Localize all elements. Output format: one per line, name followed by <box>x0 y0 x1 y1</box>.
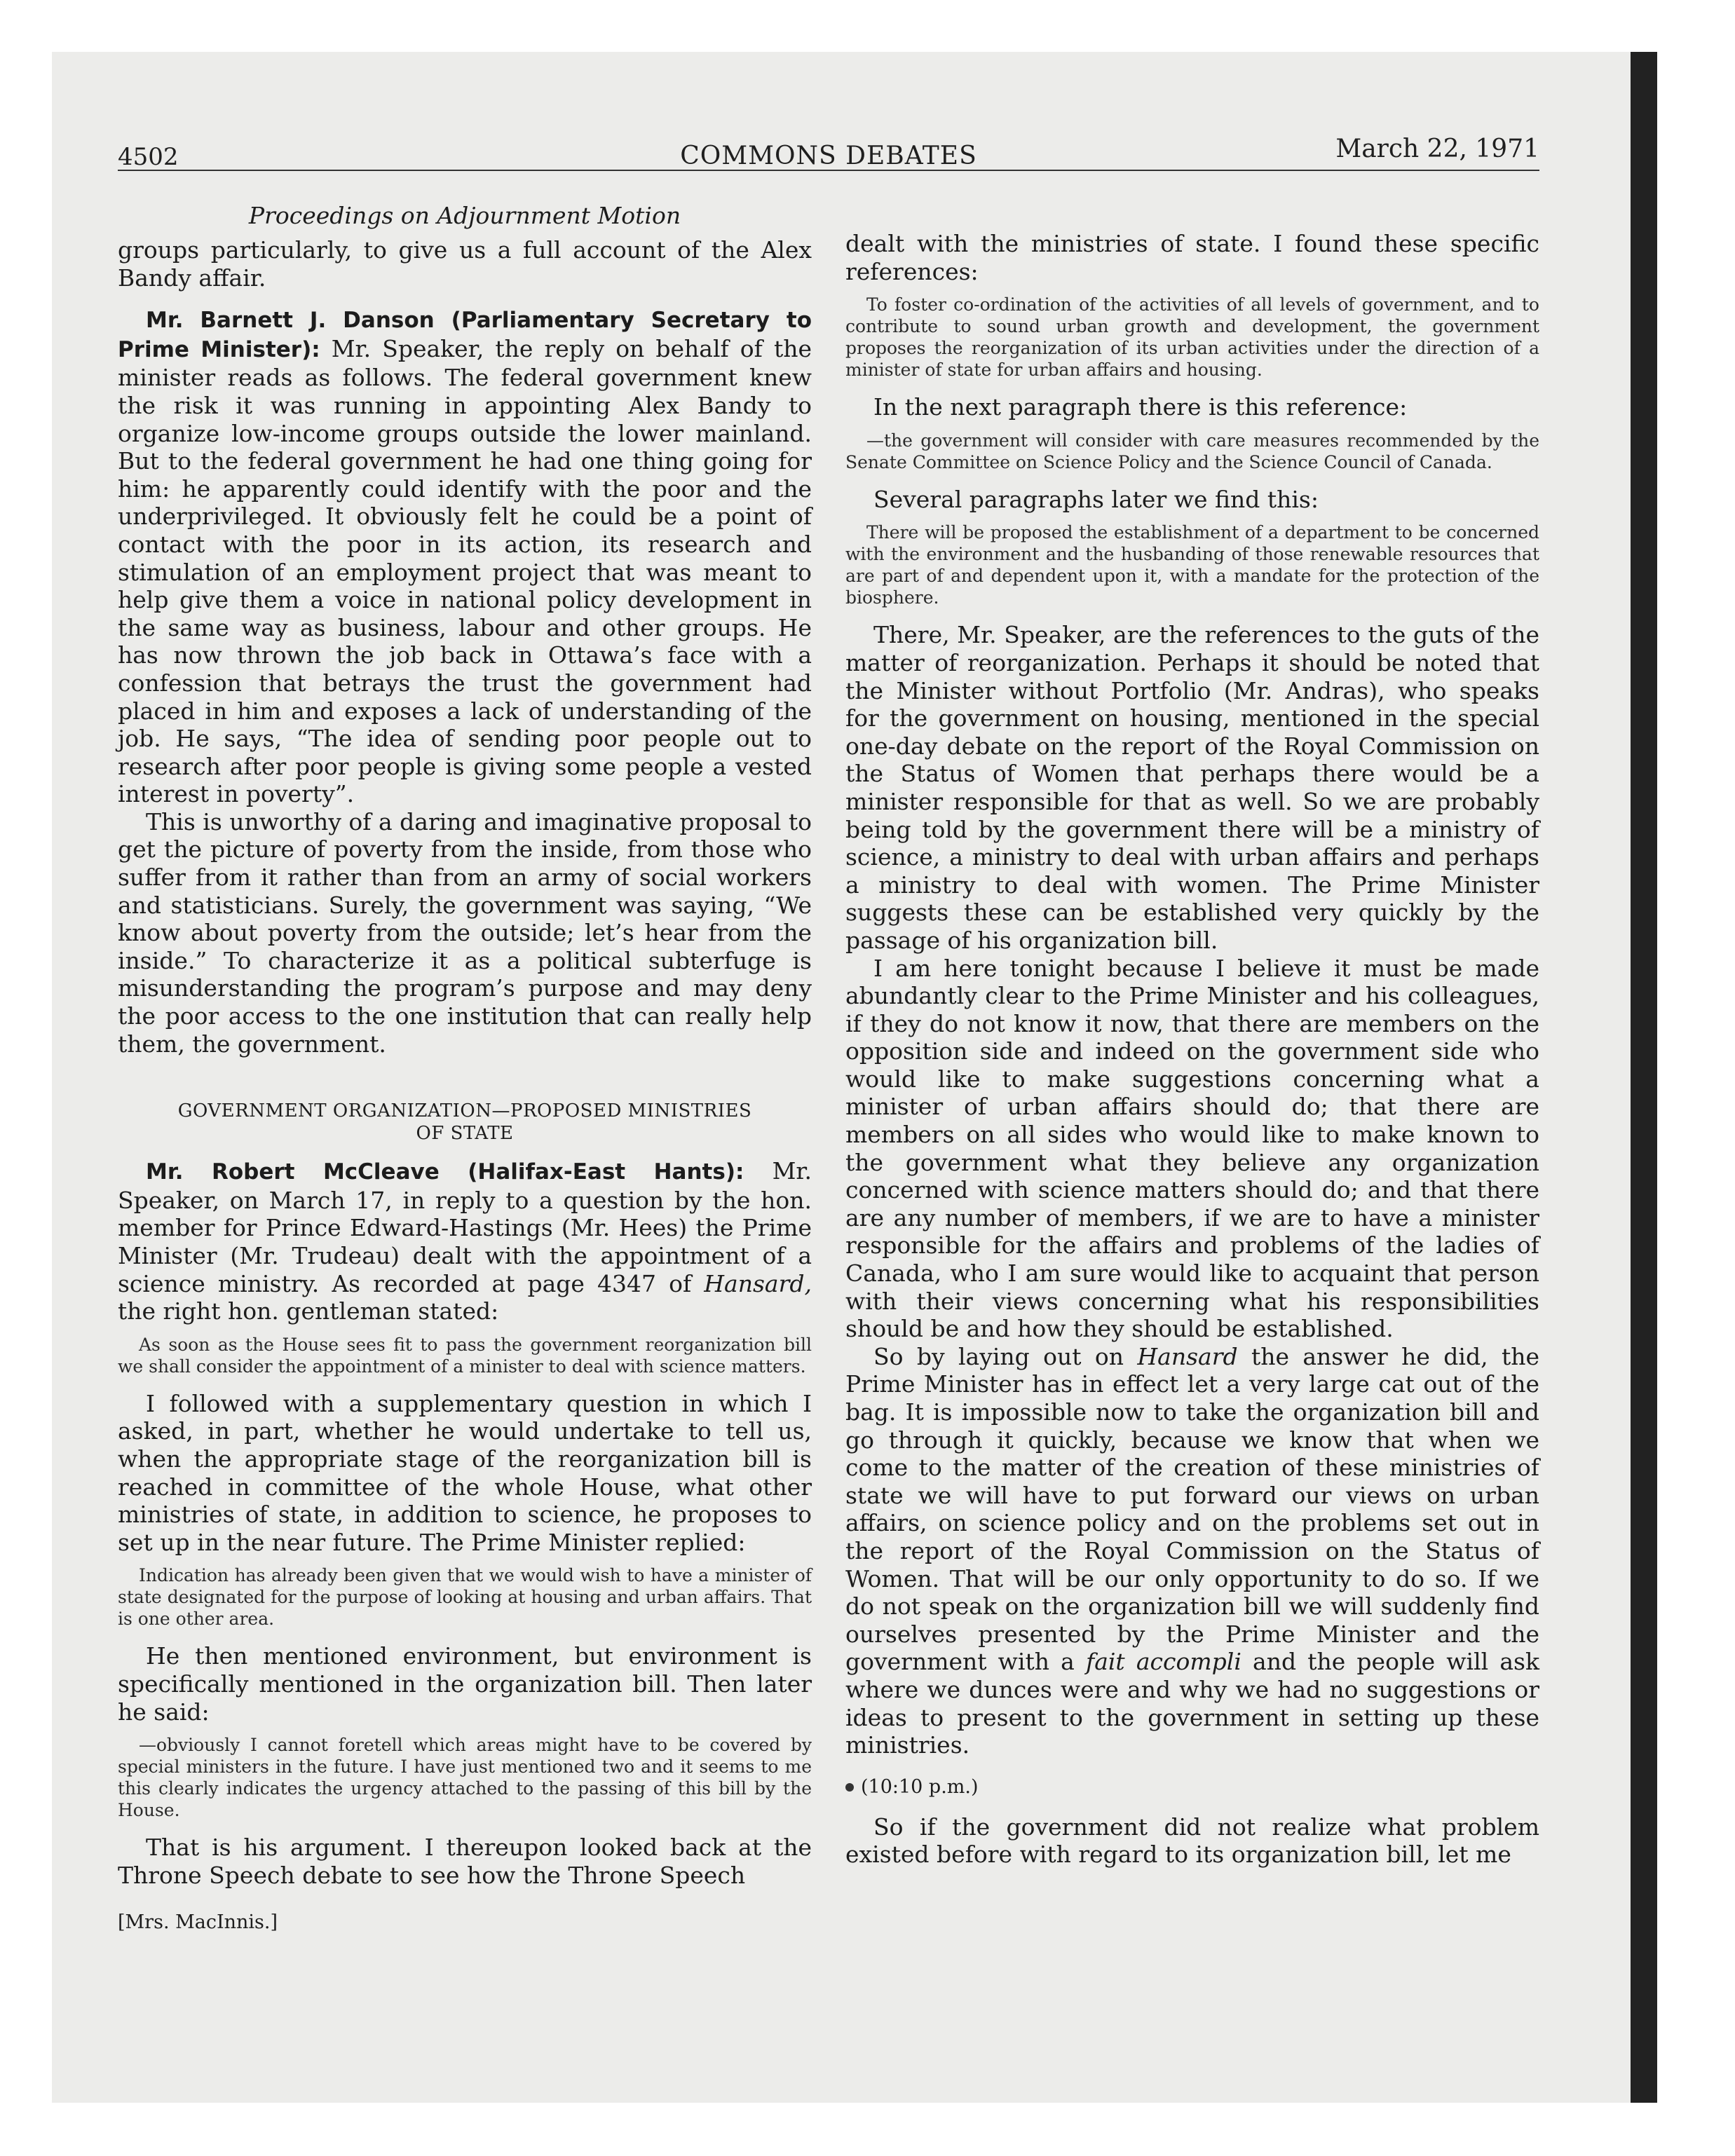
block-quote: As soon as the House sees fit to pass the government reorganization bill we shall consider the appointment of a minister to deal with science matters. <box>118 1334 812 1377</box>
paragraph: This is unworthy of a daring and imaginative proposal to get the picture of poverty from the inside, from those who suffer from it rather than from an army of social workers and statisticians. Surely, the government was saying, “We know about poverty from the outside; let’s hear from the inside.” To characterize it as a political subterfuge is misunderstanding the program’s purpose and may deny the poor access to the one institution that can really help them, the government. <box>118 807 812 1058</box>
paragraph: He then mentioned environment, but environment is specifically mentioned in the organization bill. Then later he said: <box>118 1642 812 1726</box>
heading-line: OF STATE <box>416 1123 514 1145</box>
fait-accompli-italic: fait accompli <box>1085 1648 1241 1676</box>
paragraph: groups particularly, to give us a full account of the Alex Bandy affair. <box>118 236 812 292</box>
block-quote: There will be proposed the establishment of a department to be concerned with the environment and the husbanding of those renewable resources that are part of and dependent upon it, with a mandate for the protection of the biosphere. <box>845 522 1539 608</box>
debate-topic-heading <box>118 1100 812 1145</box>
block-quote: Indication has already been given that we would wish to have a minister of state designated for the purpose of looking at housing and urban affairs. That is one other area. <box>118 1565 812 1630</box>
block-quote: —obviously I cannot foretell which areas might have to be covered by special ministers in the future. I have just mentioned two and it seems to me this clearly indicates the urgency attached to the passing of this bill by the House. <box>118 1735 812 1821</box>
time-stamp-text: (10:10 p.m.) <box>861 1775 979 1798</box>
page-number: 4502 <box>118 143 179 171</box>
scan-edge-shadow <box>1631 52 1657 2103</box>
speaker-footer-note: [Mrs. MacInnis.] <box>118 1911 278 1934</box>
page-date: March 22, 1971 <box>1335 135 1539 163</box>
block-quote: —the government will consider with care measures recommended by the Senate Committee on Science Policy and the Science Council of Canada. <box>845 430 1539 472</box>
running-title: COMMONS DEBATES <box>680 142 977 170</box>
speaker-name: Mr. Barnett J. Danson (Parliamentary Secretary to Prime Minister): <box>118 308 812 362</box>
speaker-name: Mr. Robert McCleave (Halifax-East Hants): <box>146 1159 744 1185</box>
paragraph: dealt with the ministries of state. I found these specific references: <box>845 230 1539 285</box>
right-column <box>845 230 1539 1869</box>
paragraph: I followed with a supplementary question in which I asked, in part, whether he would undertake to tell us, when the appropriate stage of the reorganization bill is reached in committee of the whole House, what other ministries of state, in addition to science, he proposes to set up in the near future. The Prime Minister replied: <box>118 1389 812 1556</box>
paragraph-text: the right hon. gentleman stated: <box>118 1297 499 1325</box>
paragraph-text: Mr. Speaker, the reply on behalf of the minister reads as follows. The federal government knew the risk it was running in appointing Alex Bandy to organize low-income groups outside the lower mainland. But to the federal government he had one thing going for him: he apparently could identify with the poor and the underprivileged. It obviously felt he could be a point of contact with the poor in its action, its research and stimulation of an employment project that was meant to help give them a voice in national policy development in the same way as business, labour and other groups. He has now thrown the job back in Ottawa’s face with a confession that betrays the trust the government had placed in him and exposes a lack of understanding of the job. He says, “The idea of sending poor people out to research after poor people is giving some people a vested interest in poverty”. <box>118 334 812 808</box>
paragraph-text: So by laying out on <box>873 1342 1138 1370</box>
block-quote: To foster co-ordination of the activities of all levels of government, and to contribute to sound urban growth and development, the government proposes the reorganization of its urban activities under the direction of a minister of state for urban affairs and housing. <box>845 294 1539 381</box>
hansard-italic: Hansard, <box>704 1269 812 1297</box>
paragraph-text: Mr. Speaker, on March 17, in reply to a question by the hon. member for Prince Edward-Hastings (Mr. Hees) the Prime Minister (Mr. Trudeau) dealt with the appointment of a science ministry. As recorded at page 4347 of <box>118 1157 812 1297</box>
hansard-italic: Hansard <box>1137 1342 1238 1370</box>
paragraph <box>118 306 812 808</box>
section-heading: Proceedings on Adjournment Motion <box>248 202 681 229</box>
page-header <box>118 135 1539 171</box>
paragraph-text: and the people will ask where we dunces were and why we had no suggestions or ideas to present to the government in setting up these ministries. <box>845 1648 1539 1759</box>
paragraph: There, Mr. Speaker, are the references to the guts of the matter of reorganization. Perhaps it should be noted that the Minister without Portfolio (Mr. Andras), who speaks for the government on housing, mentioned in the special one-day debate on the report of the Royal Commission on the Status of Women that perhaps there would be a minister responsible for that as well. So we are probably being told by the government there will be a ministry of science, a ministry to deal with urban affairs and perhaps a ministry to deal with women. The Prime Minister suggests these can be established very quickly by the passage of his organization bill. <box>845 621 1539 954</box>
paragraph: I am here tonight because I believe it must be made abundantly clear to the Prime Minister and his colleagues, if they do not know it now, that there are members on the opposition side and indeed on the government side who would like to make suggestions concerning what a minister of urban affairs should do; that there are members on all sides who would like to make known to the government what they believe any organization concerned with science matters should do; and that there are any number of members, if we are to have a minister responsible for the affairs and problems of the ladies of Canada, who I am sure would like to acquaint that person with their views concerning what his responsibilities should be and how they should be established. <box>845 954 1539 1343</box>
bullet-icon <box>845 1783 854 1792</box>
paragraph: That is his argument. I thereupon looked back at the Throne Speech debate to see how the Throne Speech <box>118 1834 812 1889</box>
time-stamp <box>845 1776 1539 1798</box>
paragraph <box>845 1343 1539 1759</box>
left-column <box>118 202 812 1933</box>
heading-line: GOVERNMENT ORGANIZATION—PROPOSED MINISTRIES <box>177 1100 752 1122</box>
paragraph: Several paragraphs later we find this: <box>873 485 1319 513</box>
paragraph-text: the answer he did, the Prime Minister has in effect let a very large cat out of the bag. It is impossible now to take the organization bill and go through it quickly, because we know that when we come to the matter of the creation of these ministries of state we will have to put forward our views on urban affairs, on science policy and on the problems set out in the report of the Royal Commission on the Status of Women. That will be our only opportunity to do so. If we do not speak on the organization bill we will suddenly find ourselves presented by the Prime Minister and the government with a <box>845 1342 1539 1676</box>
paragraph: In the next paragraph there is this reference: <box>873 393 1408 421</box>
paragraph <box>118 1157 812 1325</box>
paragraph: So if the government did not realize what problem existed before with regard to its organization bill, let me <box>845 1813 1539 1869</box>
